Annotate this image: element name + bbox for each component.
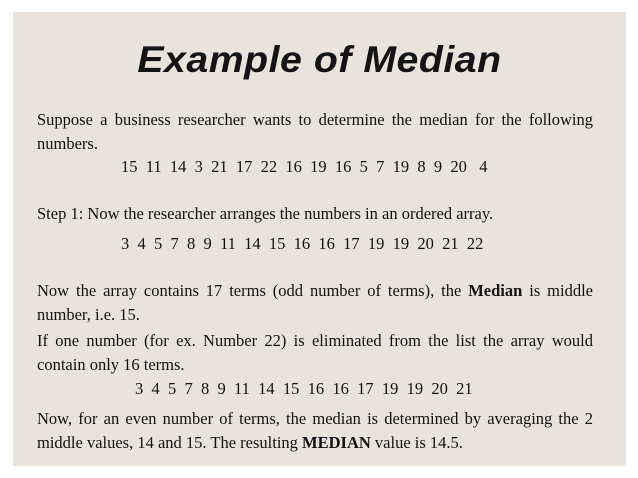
even-case-text-before: Now, for an even number of terms, the median is determined by averaging the 2 middle values, 14 and 15. The resulting (37, 409, 593, 452)
intro-paragraph: Suppose a business researcher wants to determine the median for the following numbers. (37, 110, 593, 153)
sorted-numbers: 3 4 5 7 8 9 11 14 15 16 16 17 19 19 20 21 22 (121, 234, 484, 253)
odd-case-text-after: is middle number, i.e. 15. (37, 281, 593, 324)
even-case-text-after: value is 14.5. (370, 433, 463, 452)
slide (13, 12, 626, 466)
even-case-median-bold: MEDIAN (302, 433, 371, 452)
odd-case-text-before: Now the array contains 17 terms (odd number of terms), the (37, 281, 469, 300)
sixteen-numbers: 3 4 5 7 8 9 11 14 15 16 16 17 19 19 20 21 (135, 379, 473, 398)
step-one-text: Step 1: Now the researcher arranges the numbers in an ordered array. (37, 204, 494, 223)
odd-case-paragraph (37, 279, 593, 327)
remove-case-paragraph: If one number (for ex. Number 22) is eliminated from the list the array would contain only 16 terms. (37, 331, 593, 374)
odd-case-median-bold: Median (468, 281, 523, 300)
unsorted-numbers: 15 11 14 3 21 17 22 16 19 16 5 7 19 8 9 20 4 (121, 157, 488, 176)
even-case-paragraph (37, 407, 593, 455)
slide-title: Example of Median (137, 39, 502, 80)
